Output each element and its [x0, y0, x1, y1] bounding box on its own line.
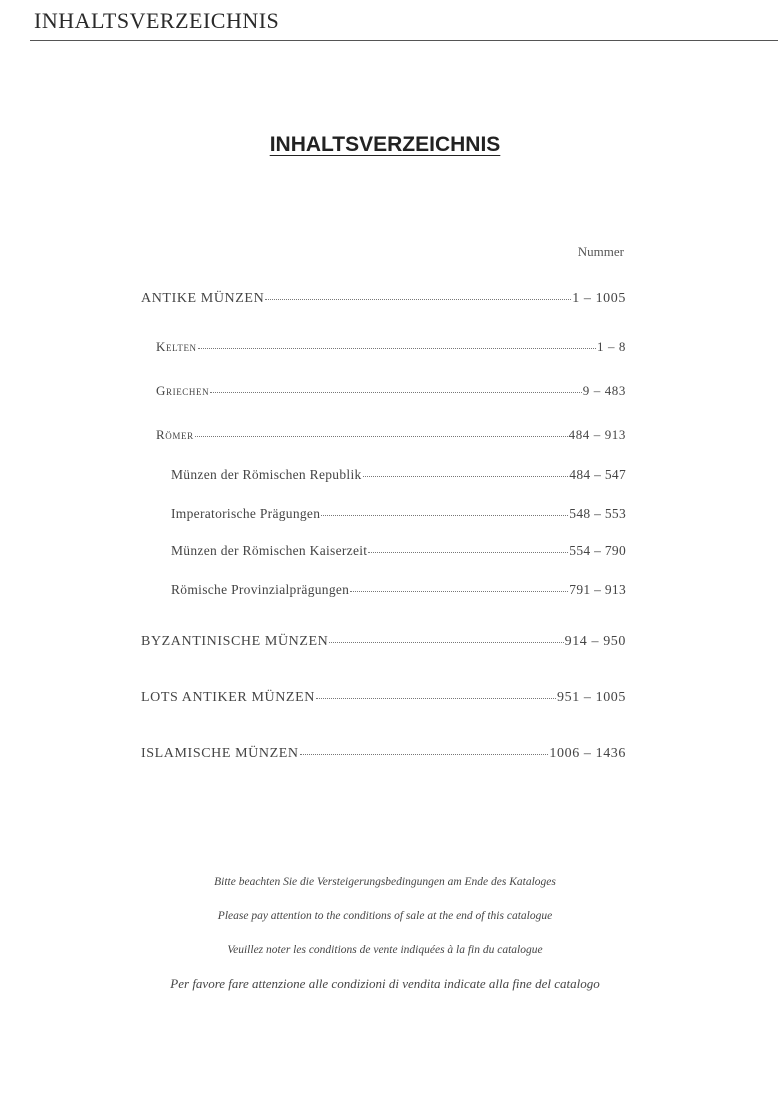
toc-entry-roemische-kaiserzeit[interactable]: [171, 543, 626, 559]
toc-entry-griechen[interactable]: [156, 383, 626, 399]
toc-entry-byzantinische-muenzen[interactable]: [141, 634, 626, 650]
dot-leader: [316, 698, 556, 699]
toc-entry-label: ANTIKE MÜNZEN: [141, 291, 265, 306]
toc-entry-range: 791 – 913: [569, 582, 626, 597]
toc-entry-range: 951 – 1005: [557, 690, 626, 705]
toc-entry-range: 1006 – 1436: [549, 746, 626, 761]
dot-leader: [210, 392, 582, 393]
toc-entry-label: ISLAMISCHE MÜNZEN: [141, 746, 299, 761]
toc-entry-label: Römer: [156, 427, 194, 442]
toc-entry-label: BYZANTINISCHE MÜNZEN: [141, 634, 329, 649]
dot-leader: [368, 552, 568, 553]
dot-leader: [350, 591, 568, 592]
page-title: INHALTSVERZEICHNIS: [269, 133, 501, 156]
toc-entry-label: Münzen der Römischen Republik: [171, 467, 362, 482]
toc-entry-roemische-republik[interactable]: [171, 467, 626, 483]
dot-leader: [363, 476, 569, 477]
toc-entry-label: Griechen: [156, 383, 210, 398]
dot-leader: [265, 299, 571, 300]
toc-entry-kelten[interactable]: [156, 339, 626, 355]
dot-leader: [195, 436, 568, 437]
dot-leader: [300, 754, 549, 755]
notice-german: Bitte beachten Sie die Versteigerungsbedingungen am Ende des Kataloges: [214, 876, 556, 888]
toc-entry-imperatorische-praegungen[interactable]: [171, 506, 626, 522]
dot-leader: [198, 348, 596, 349]
column-header-nummer: Nummer: [577, 244, 624, 259]
toc-entry-range: 484 – 547: [569, 467, 626, 482]
toc-entry-label: LOTS ANTIKER MÜNZEN: [141, 690, 315, 705]
conditions-notice: [0, 872, 770, 1008]
toc-entry-range: 1 – 1005: [572, 291, 626, 306]
toc-entry-label: Römische Provinzialprägungen: [171, 582, 350, 597]
toc-entry-range: 914 – 950: [564, 634, 626, 649]
toc-entry-islamische-muenzen[interactable]: [141, 746, 626, 762]
dot-leader: [321, 515, 568, 516]
notice-italian: Per favore fare attenzione alle condizioni di vendita indicate alla fine del catalogo: [170, 976, 600, 991]
toc-entry-provinzialpraegungen[interactable]: [171, 582, 626, 598]
running-head: INHALTSVERZEICHNIS: [34, 8, 280, 33]
toc-entry-range: 9 – 483: [582, 383, 626, 398]
toc-entry-roemer[interactable]: [156, 427, 626, 443]
toc-entry-range: 484 – 913: [568, 427, 626, 442]
toc-entry-lots-antiker-muenzen[interactable]: [141, 690, 626, 706]
toc-entry-range: 1 – 8: [597, 339, 626, 354]
toc-entry-label: Münzen der Römischen Kaiserzeit: [171, 543, 368, 558]
toc-entry-label: Kelten: [156, 339, 197, 354]
notice-french: Veuillez noter les conditions de vente indiquées à la fin du catalogue: [227, 944, 543, 956]
toc-entry-range: 554 – 790: [569, 543, 626, 558]
toc-entry-antike-muenzen[interactable]: [141, 291, 626, 307]
dot-leader: [329, 642, 563, 643]
toc-entry-range: 548 – 553: [569, 506, 626, 521]
toc-entry-label: Imperatorische Prägungen: [171, 506, 321, 521]
notice-english: Please pay attention to the conditions of sale at the end of this catalogue: [217, 910, 553, 922]
